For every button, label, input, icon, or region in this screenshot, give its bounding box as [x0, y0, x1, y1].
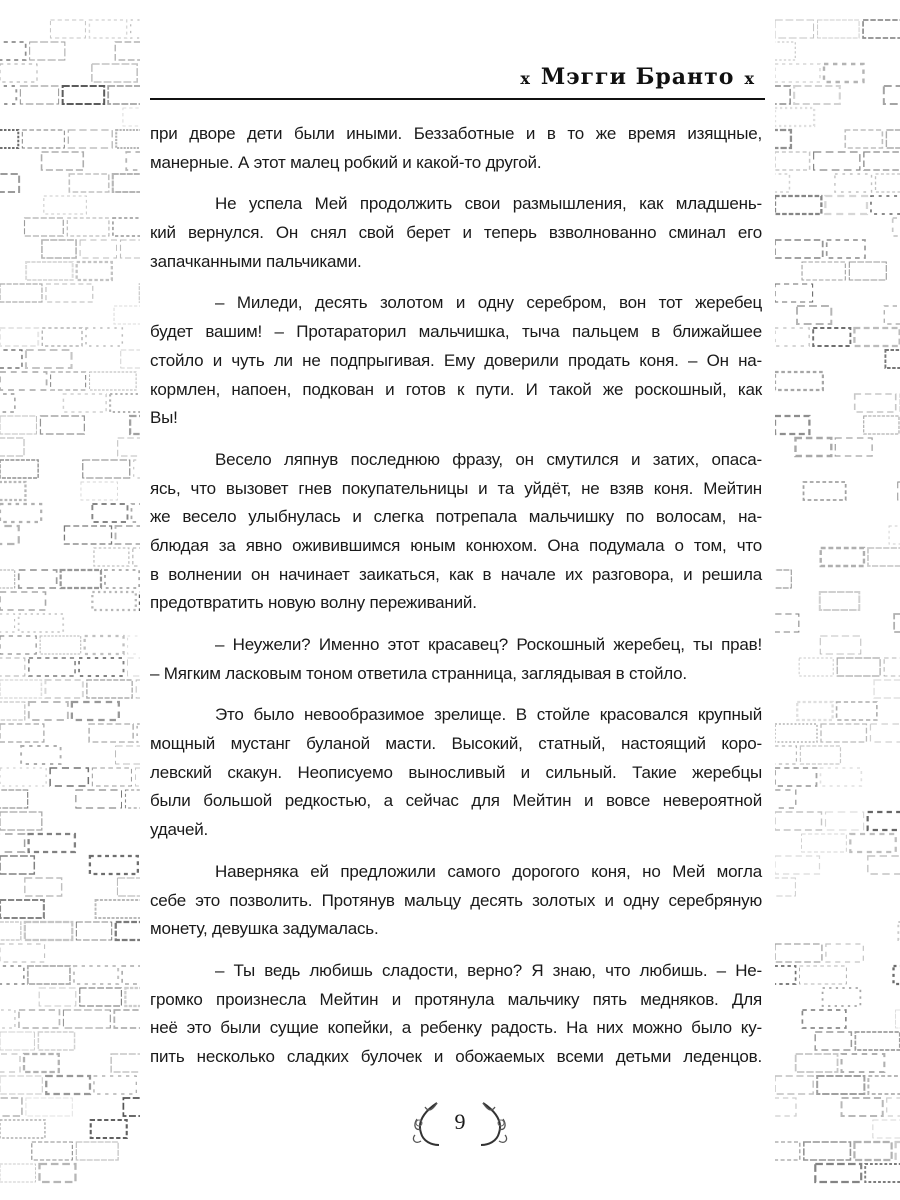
brick [876, 174, 900, 192]
paragraph [150, 446, 762, 618]
brick [115, 42, 140, 60]
text-line: стойло и чуть ли не подпрыгивая. Ему доверили продать коня. – Он на- [150, 350, 762, 370]
brick [0, 284, 42, 302]
brick [89, 20, 126, 38]
brick [799, 658, 833, 676]
text-line: неё это были сущие копейки, а ребенку радость. На них можно было ку- [150, 1018, 762, 1038]
paragraph [150, 957, 762, 1072]
brick [137, 724, 140, 742]
brick [39, 988, 76, 1006]
brick [835, 438, 872, 456]
brick [114, 1010, 140, 1028]
brick [68, 130, 112, 148]
brick [121, 350, 140, 368]
brick [122, 966, 140, 984]
brick [885, 350, 900, 368]
brick [85, 636, 124, 654]
brick [827, 240, 865, 258]
brick [46, 284, 93, 302]
brick [28, 966, 70, 984]
brick [46, 1076, 90, 1094]
brick [42, 328, 82, 346]
text-line: левский скакун. Неописуемо выносливый и сильный. Такие жеребцы [150, 762, 762, 782]
brick [32, 1142, 73, 1160]
brick [775, 196, 821, 214]
paragraph [150, 858, 762, 944]
brick [824, 64, 863, 82]
text-line: запачканными пальчиками. [150, 251, 362, 271]
text-line: – Мягким ласковым тоном ответила странница, заглядывая в стойло. [150, 663, 687, 683]
brick [0, 372, 47, 390]
brick [126, 152, 140, 170]
brick [796, 1054, 838, 1072]
brick [896, 1142, 900, 1160]
brick [775, 416, 809, 434]
brick [0, 1010, 15, 1028]
brick [0, 900, 44, 918]
text-line: – Неужели? Именно этот красавец? Роскошный жеребец, ты прав! [215, 635, 762, 654]
brick [76, 922, 111, 940]
brick [79, 658, 123, 676]
brick [19, 570, 57, 588]
brick [42, 152, 84, 170]
brick [797, 702, 832, 720]
brick [894, 614, 900, 632]
brick [849, 262, 886, 280]
brick [19, 1010, 59, 1028]
brick [823, 988, 861, 1006]
brick [775, 944, 822, 962]
text-line: Это было невообразимое зрелище. В стойле красовался крупный [215, 705, 762, 725]
brick [0, 1076, 42, 1094]
brick [25, 922, 72, 940]
brick [113, 174, 140, 192]
brick [123, 1098, 140, 1116]
brick [837, 702, 877, 720]
brick [63, 1010, 110, 1028]
brick [825, 196, 867, 214]
brick [855, 394, 896, 412]
brick [889, 526, 900, 544]
paragraph [150, 190, 762, 276]
text-line: Наверняка ей предложили самого дорогого коня, но Мей могла [215, 861, 762, 881]
page-body-text [150, 120, 762, 1085]
brick [0, 856, 34, 874]
text-line: ясь, что вызовет гнев покупательницы и та уйдёт, не взяв коня. Мейтин [150, 478, 762, 498]
brick [0, 944, 45, 962]
brick [814, 152, 860, 170]
text-line: мощный мустанг буланой масти. Высокий, статный, настоящий коро- [150, 734, 762, 754]
brick [105, 570, 139, 588]
brick [77, 262, 112, 280]
brick [0, 482, 25, 500]
brick [0, 86, 16, 104]
brick [775, 328, 809, 346]
brick [775, 152, 810, 170]
brick [117, 878, 140, 896]
brick [44, 196, 87, 214]
brick [0, 42, 26, 60]
brick [864, 416, 899, 434]
brick [845, 130, 882, 148]
brick [116, 922, 140, 940]
brick [821, 548, 864, 566]
brick [817, 1076, 864, 1094]
brick [815, 1164, 861, 1182]
brick [29, 702, 68, 720]
text-line: пить несколько сладких булочек и обожаемых всеми детьми леденцов. [150, 1046, 762, 1066]
brick [835, 174, 872, 192]
brick [804, 482, 846, 500]
brick [116, 526, 140, 544]
brick [896, 1010, 900, 1028]
brick [854, 1142, 891, 1160]
text-line: громко произнесла Мейтин и протянула мальчику пять медняков. Для [150, 989, 762, 1009]
brick [775, 108, 814, 126]
brick [19, 614, 64, 632]
brick [797, 306, 831, 324]
brick [26, 350, 72, 368]
brick [69, 174, 108, 192]
brick [134, 460, 140, 478]
brick [775, 20, 814, 38]
brick [125, 988, 140, 1006]
brick [802, 262, 845, 280]
brick [775, 856, 819, 874]
brick [775, 42, 795, 60]
brick [89, 724, 133, 742]
brick [815, 1032, 851, 1050]
brick [871, 196, 900, 214]
brick [110, 394, 140, 412]
brick [42, 240, 76, 258]
author-name: Мэгги Бранто [540, 64, 735, 90]
brick-wall-decoration-right [775, 0, 900, 1200]
brick [29, 834, 75, 852]
brick [775, 1142, 800, 1160]
brick [21, 746, 60, 764]
brick [111, 1054, 140, 1072]
brick [0, 922, 21, 940]
text-line: – Ты ведь любишь сладости, верно? Я знаю, что любишь. – Не- [215, 960, 762, 980]
brick [0, 834, 25, 852]
brick [40, 416, 84, 434]
brick [842, 1098, 883, 1116]
page-number: 9 [454, 1109, 466, 1134]
brick [0, 570, 15, 588]
brick [775, 966, 796, 984]
brick [0, 1032, 34, 1050]
ornament-mark-right: x [744, 69, 755, 88]
brick [25, 878, 62, 896]
brick [0, 504, 41, 522]
brick [96, 900, 140, 918]
brick [0, 658, 25, 676]
brick [130, 416, 140, 434]
brick [121, 240, 140, 258]
brick [855, 1032, 899, 1050]
brick [80, 240, 116, 258]
text-line: в волнении он начинает заикаться, как в начале их разговора, и решила [150, 564, 762, 584]
brick [45, 680, 82, 698]
brick [133, 548, 140, 566]
brick [131, 504, 140, 522]
brick [802, 1010, 845, 1028]
brick [0, 592, 46, 610]
brick [29, 658, 75, 676]
brick [884, 658, 900, 676]
text-line: же весело улыбнулась и слегка потрепала мальчишку по волосам, на- [150, 507, 762, 527]
brick [90, 856, 138, 874]
brick [123, 108, 140, 126]
brick [0, 350, 22, 368]
brick [136, 680, 140, 698]
brick [813, 328, 850, 346]
brick [820, 768, 861, 786]
brick [90, 372, 137, 390]
brick [775, 1076, 813, 1094]
brick [775, 790, 796, 808]
brick [826, 812, 864, 830]
brick [0, 526, 19, 544]
brick [826, 944, 863, 962]
brick [30, 42, 65, 60]
brick [0, 680, 41, 698]
brick [87, 680, 132, 698]
brick [775, 130, 791, 148]
brick [128, 636, 140, 654]
brick [894, 966, 900, 984]
brick [821, 724, 866, 742]
paragraph [150, 289, 762, 432]
text-line: при дворе дети были иными. Беззаботные и в то же время изящные, [150, 124, 762, 143]
brick [127, 658, 140, 676]
brick [113, 218, 140, 236]
brick [802, 834, 847, 852]
brick [116, 130, 140, 148]
brick [820, 636, 861, 654]
brick [118, 438, 140, 456]
text-line: были большой редкостью, а сейчас для Мейтин и вовсе невероятной [150, 791, 762, 811]
brick [0, 438, 24, 456]
brick [0, 64, 37, 82]
brick [61, 570, 101, 588]
brick [39, 1164, 75, 1182]
brick [775, 372, 823, 390]
text-line: кий вернулся. Он снял свой берет и теперь взволнованно сминал его [150, 223, 762, 243]
brick [92, 592, 135, 610]
brick [26, 1098, 72, 1116]
brick [0, 1120, 45, 1138]
brick [0, 614, 15, 632]
brick [24, 1054, 59, 1072]
text-line: себе это позволить. Протянув мальцу десять золотых и одну серебряную [150, 890, 762, 910]
text-line: Не успела Мей продолжить свои размышления, как младшень- [215, 194, 762, 214]
brick [800, 746, 840, 764]
paragraph [150, 120, 762, 177]
brick [818, 20, 860, 38]
brick [870, 724, 900, 742]
brick [864, 152, 900, 170]
brick [0, 416, 36, 434]
brick [0, 1098, 22, 1116]
brick [114, 306, 140, 324]
brick [0, 702, 25, 720]
brick-wall-decoration-left [0, 0, 140, 1200]
brick [0, 130, 18, 148]
brick [125, 790, 140, 808]
running-header [150, 60, 765, 100]
brick [804, 1142, 851, 1160]
text-line: предотвратить новую волну переживаний. [150, 593, 477, 613]
brick [92, 504, 127, 522]
brick [94, 1076, 136, 1094]
brick [775, 768, 816, 786]
brick [0, 1054, 20, 1072]
page-footer [395, 1095, 525, 1155]
brick [775, 746, 796, 764]
text-line: Вы! [150, 408, 178, 428]
brick [94, 548, 129, 566]
brick [26, 262, 73, 280]
brick [775, 614, 799, 632]
brick [868, 548, 900, 566]
brick [868, 856, 900, 874]
text-line: удачей. [150, 820, 209, 840]
brick [108, 86, 140, 104]
brick [22, 130, 64, 148]
brick [886, 130, 900, 148]
paragraph [150, 701, 762, 844]
brick [775, 174, 789, 192]
paragraph [150, 631, 762, 688]
brick [67, 218, 109, 236]
brick [775, 86, 790, 104]
brick [0, 328, 38, 346]
brick [873, 1120, 900, 1138]
brick [0, 394, 15, 412]
brick [0, 966, 24, 984]
brick [25, 218, 64, 236]
brick [139, 284, 140, 302]
brick [775, 570, 791, 588]
brick [92, 64, 137, 82]
brick [92, 768, 131, 786]
brick [0, 724, 44, 742]
brick [0, 636, 36, 654]
brick [81, 482, 117, 500]
brick [893, 218, 900, 236]
brick [820, 592, 859, 610]
brick [64, 526, 111, 544]
brick [0, 790, 28, 808]
brick [0, 174, 19, 192]
text-line: будет вашим! – Протараторил мальчишка, тыча пальцем в ближайшее [150, 322, 762, 342]
text-line: Весело ляпнув последнюю фразу, он смутился и затих, опаса- [215, 449, 762, 469]
text-line: – Миледи, десять золотом и одну серебром, вон тот жеребец [215, 293, 762, 313]
brick [775, 284, 813, 302]
brick [135, 768, 140, 786]
brick [91, 1120, 127, 1138]
brick [775, 878, 795, 896]
brick [20, 86, 58, 104]
brick [83, 460, 130, 478]
brick [868, 812, 900, 830]
brick [842, 1054, 885, 1072]
brick [50, 20, 85, 38]
brick [884, 306, 900, 324]
brick [887, 1098, 900, 1116]
brick [0, 460, 38, 478]
brick [854, 328, 899, 346]
ornament-mark-left: x [520, 69, 531, 88]
brick [40, 636, 81, 654]
brick [800, 966, 847, 984]
brick [0, 812, 42, 830]
brick [794, 86, 840, 104]
brick [868, 1076, 900, 1094]
brick [865, 1164, 900, 1182]
brick [775, 240, 823, 258]
text-line: блюдая за явно оживившимся юным конюхом. Она подумала о том, что [150, 535, 762, 555]
brick [72, 702, 119, 720]
brick [775, 812, 822, 830]
brick [775, 1098, 796, 1116]
brick [86, 328, 122, 346]
brick [51, 372, 86, 390]
flourish-right-icon [477, 1099, 513, 1149]
brick [0, 1164, 35, 1182]
brick [50, 768, 88, 786]
brick [131, 20, 140, 38]
text-line: монету, девушка задумалась. [150, 919, 379, 939]
brick [38, 1032, 74, 1050]
brick [884, 86, 900, 104]
header-author [510, 64, 765, 90]
brick [0, 768, 46, 786]
brick [874, 680, 900, 698]
brick [775, 64, 820, 82]
brick [795, 438, 831, 456]
brick [74, 966, 118, 984]
brick [80, 988, 122, 1006]
brick [850, 834, 895, 852]
brick [775, 724, 817, 742]
brick [63, 86, 105, 104]
brick [76, 790, 122, 808]
brick [116, 746, 140, 764]
brick [837, 658, 880, 676]
brick [76, 1142, 118, 1160]
brick [863, 20, 900, 38]
text-line: манерные. А этот малец робкий и какой-то другой. [150, 152, 542, 172]
brick [63, 394, 106, 412]
text-line: кормлен, напоен, подкован и готов к пути. И такой же роскошный, как [150, 379, 762, 399]
